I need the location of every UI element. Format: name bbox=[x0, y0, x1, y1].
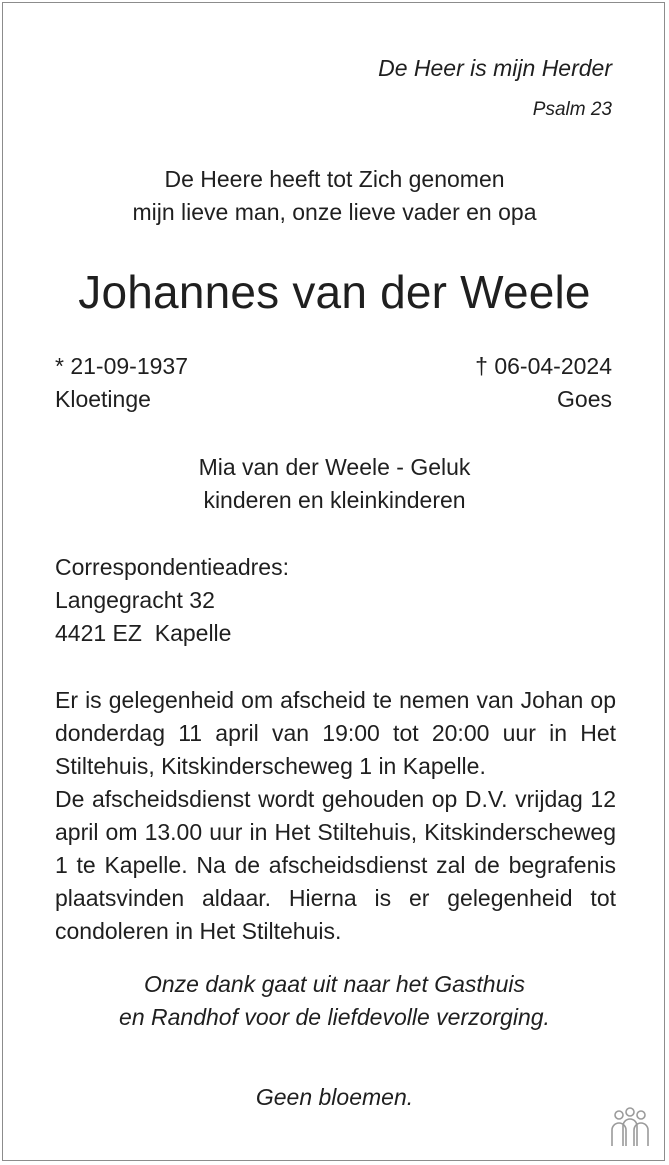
service-paragraph: De afscheidsdienst wordt gehouden op D.V. vrijdag 12 april om 13.00 uur in Het Stiltehuis, Kitskinderscheweg 1 te Kapelle. Na de afscheidsdienst zal de begrafenis plaatsvinden aldaar. Hierna is er gelegenheid tot condoleren in Het Stiltehuis. bbox=[55, 786, 616, 944]
address-city: 4421 EZ Kapelle bbox=[55, 620, 232, 646]
birth-date: * 21-09-1937 bbox=[55, 353, 188, 379]
address-street: Langegracht 32 bbox=[55, 587, 215, 613]
obituary-card bbox=[2, 2, 665, 1161]
thanks-line: en Randhof voor de liefdevolle verzorging. bbox=[119, 1004, 550, 1030]
deceased-name: Johannes van der Weele bbox=[78, 266, 591, 318]
ceremony-details bbox=[55, 684, 616, 948]
intro-line: mijn lieve man, onze lieve vader en opa bbox=[132, 199, 537, 225]
no-flowers-note: Geen bloemen. bbox=[255, 1084, 414, 1110]
correspondence-address bbox=[55, 551, 289, 650]
birth-info bbox=[55, 350, 188, 416]
family-line: Mia van der Weele - Geluk bbox=[198, 454, 471, 480]
motto: De Heer is mijn Herder bbox=[378, 55, 612, 81]
intro-text bbox=[3, 163, 666, 229]
death-place: Goes bbox=[557, 386, 612, 412]
psalm-reference: Psalm 23 bbox=[532, 99, 612, 120]
birth-place: Kloetinge bbox=[55, 386, 151, 412]
death-date: † 06-04-2024 bbox=[475, 353, 612, 379]
death-info bbox=[475, 350, 612, 416]
family-line: kinderen en kleinkinderen bbox=[203, 487, 466, 513]
thanks-text bbox=[3, 968, 666, 1034]
viewing-paragraph: Er is gelegenheid om afscheid te nemen van Johan op donderdag 11 april van 19:00 tot 20:00 uur in Het Stiltehuis, Kitskinderscheweg 1 in Kapelle. bbox=[55, 687, 616, 779]
address-label: Correspondentieadres: bbox=[55, 554, 289, 580]
people-group-icon bbox=[604, 1106, 656, 1150]
family-names bbox=[3, 451, 666, 517]
intro-line: De Heere heeft tot Zich genomen bbox=[164, 166, 505, 192]
thanks-line: Onze dank gaat uit naar het Gasthuis bbox=[143, 971, 526, 997]
